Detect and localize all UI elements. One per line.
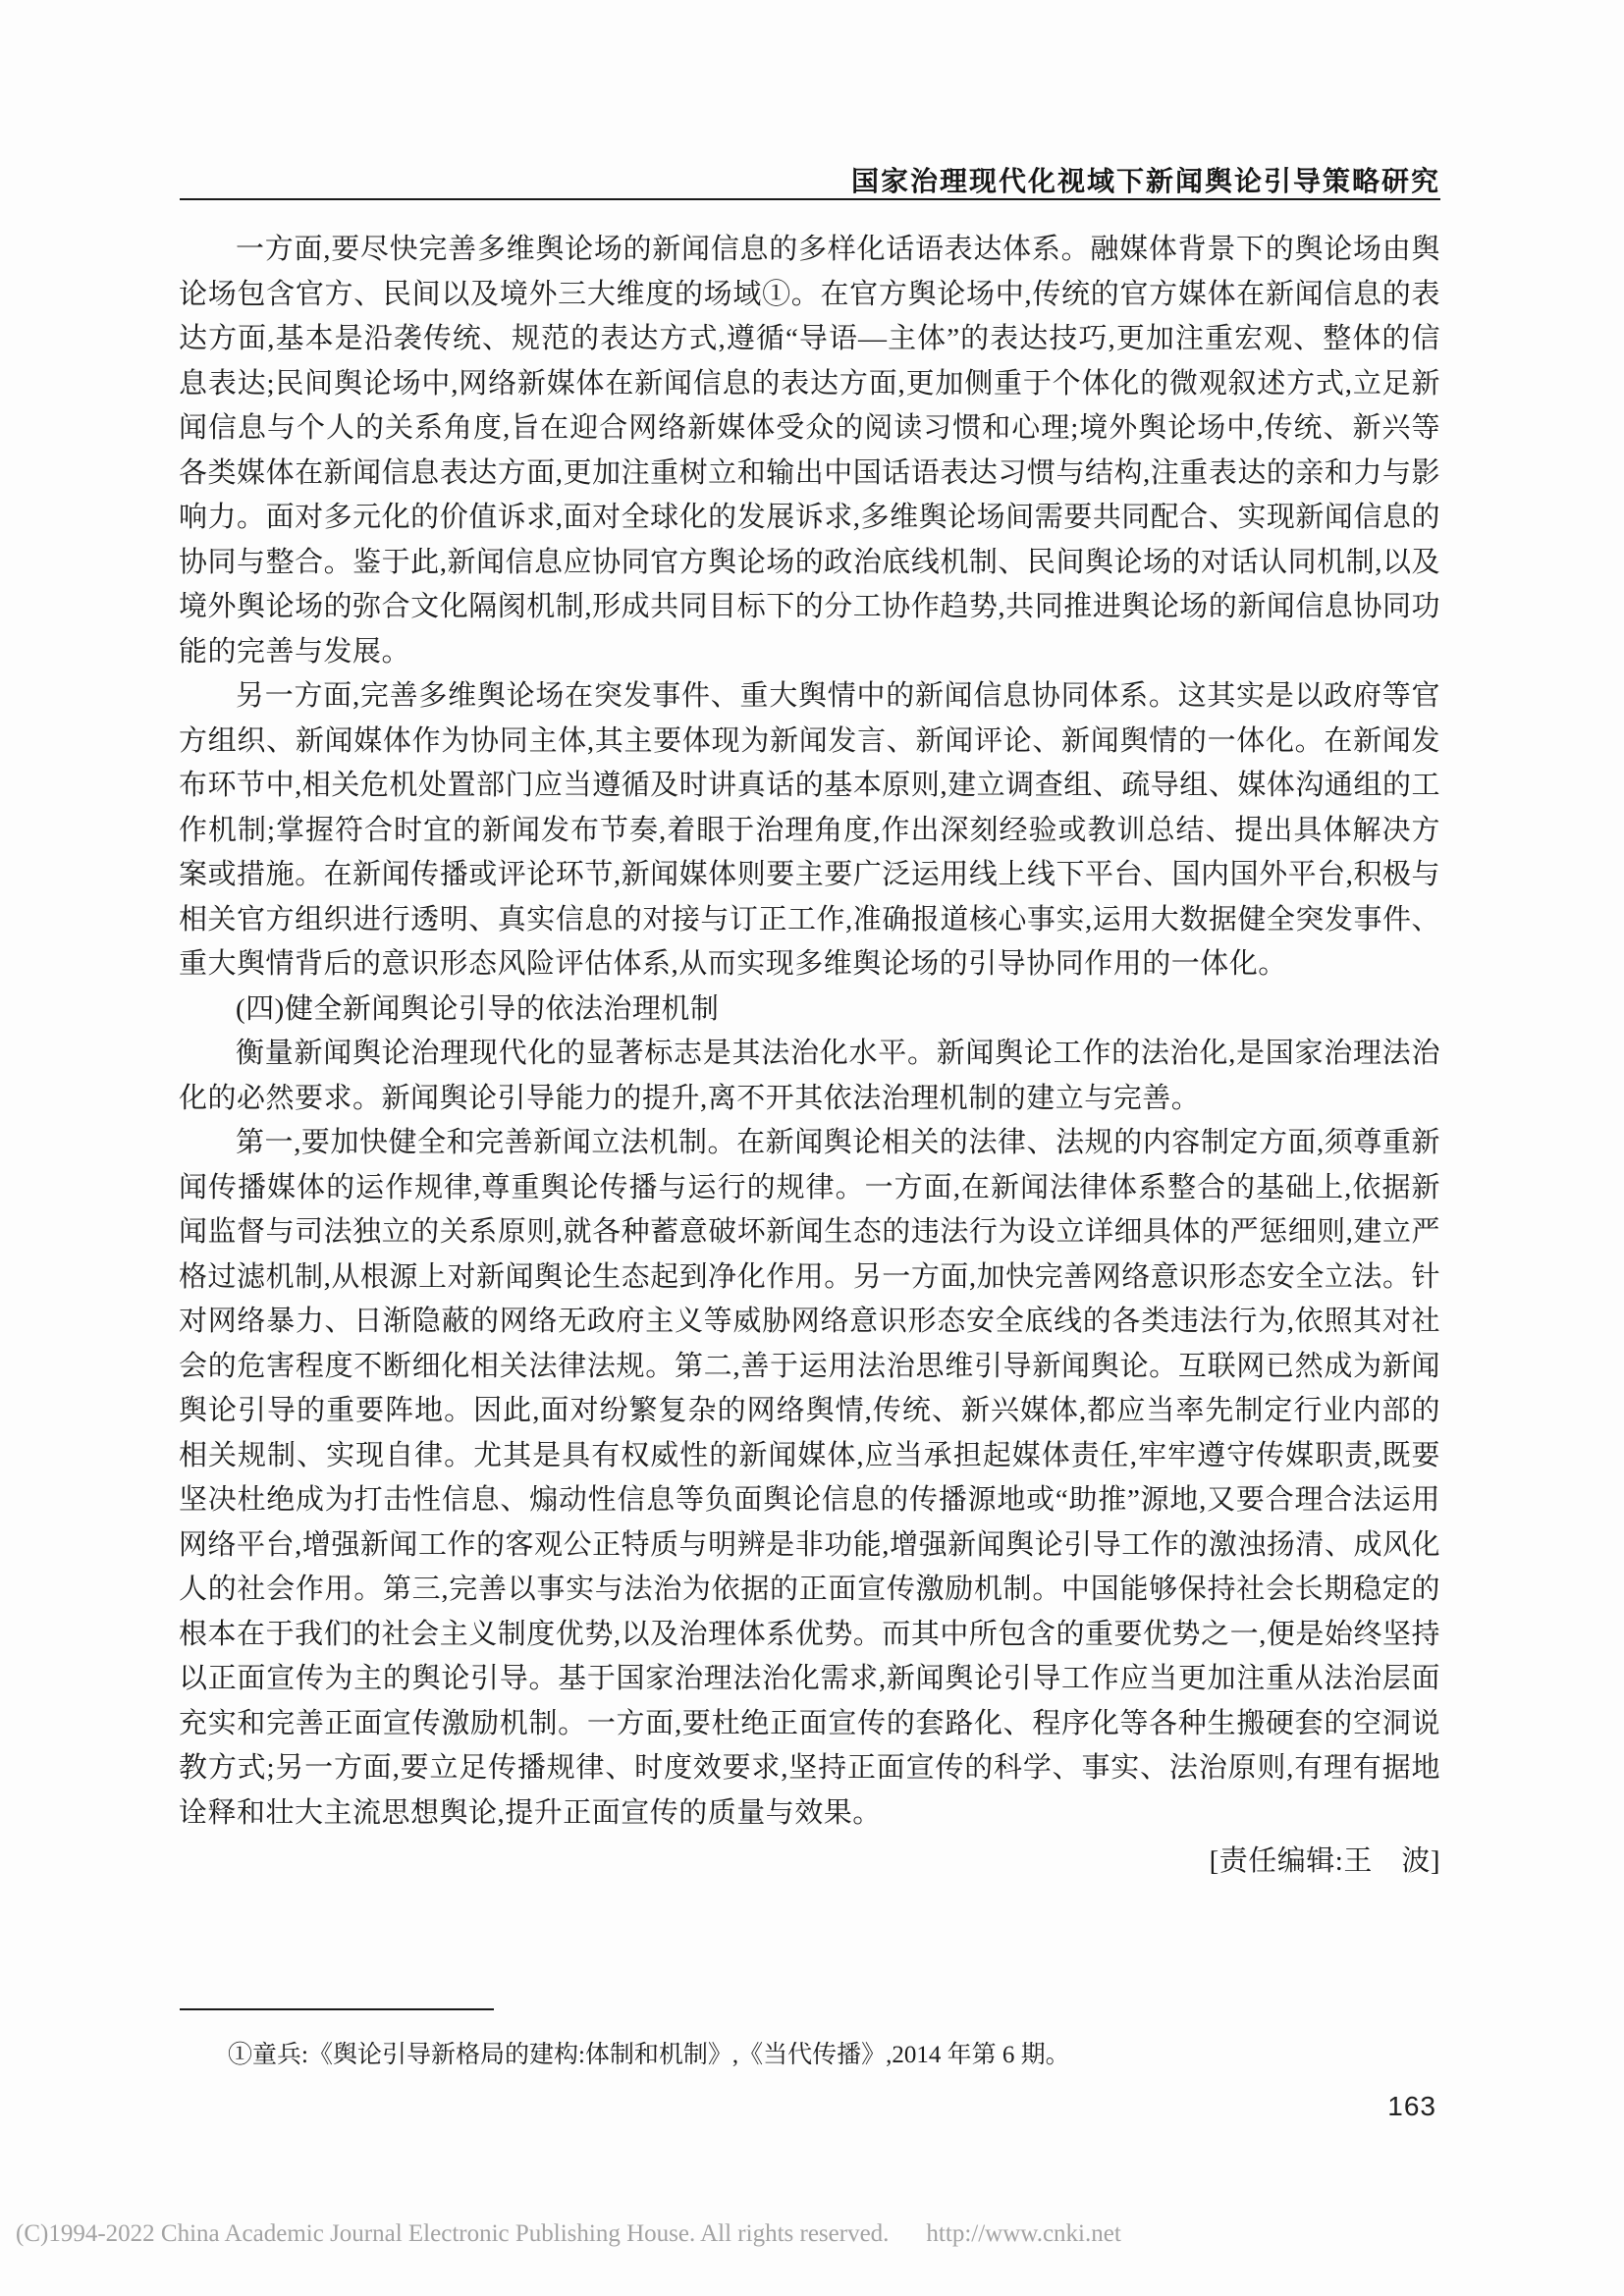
page-number: 163	[1387, 2091, 1436, 2121]
copyright-text: (C)1994-2022 China Academic Journal Electronic Publishing House. All rights reserved.	[16, 2220, 890, 2247]
editor-note: [责任编辑:王 波]	[1209, 1845, 1440, 1877]
article-body	[179, 228, 1440, 1885]
running-head-title: 国家治理现代化视域下新闻舆论引导策略研究	[850, 166, 1440, 196]
footnote-item	[179, 2036, 1440, 2075]
paragraph: 第一,要加快健全和完善新闻立法机制。在新闻舆论相关的法律、法规的内容制定方面,须尊重新闻传播媒体的运作规律,尊重舆论传播与运行的规律。一方面,在新闻法律体系整合的基础上,依据新闻监督与司法独立的关系原则,就各种蓄意破坏新闻生态的违法行为设立详细具体的严惩细则,建立严格过滤机制,从根源上对新闻舆论生态起到净化作用。另一方面,加快完善网络意识形态安全立法。针对网络暴力、日渐隐蔽的网络无政府主义等威胁网络意识形态安全底线的各类违法行为,依照其对社会的危害程度不断细化相关法律法规。第二,善于运用法治思维引导新闻舆论。互联网已然成为新闻舆论引导的重要阵地。因此,面对纷繁复杂的网络舆情,传统、新兴媒体,都应当率先制定行业内部的相关规制、实现自律。尤其是具有权威性的新闻媒体,应当承担起媒体责任,牢牢遵守传媒职责,既要坚决杜绝成为打击性信息、煽动性信息等负面舆论信息的传播源地或“助推”源地,又要合理合法运用网络平台,增强新闻工作的客观公正特质与明辨是非功能,增强新闻舆论引导工作的激浊扬清、成风化人的社会作用。第三,完善以事实与法治为依据的正面宣传激励机制。中国能够保持社会长期稳定的根本在于我们的社会主义制度优势,以及治理体系优势。而其中所包含的重要优势之一,便是始终坚持以正面宣传为主的舆论引导。基于国家治理法治化需求,新闻舆论引导工作应当更加注重从法治层面充实和完善正面宣传激励机制。一方面,要杜绝正面宣传的套路化、程序化等各种生搬硬套的空洞说教方式;另一方面,要立足传播规律、时度效要求,坚持正面宣传的科学、事实、法治原则,有理有据地诠释和壮大主流思想舆论,提升正面宣传的质量与效果。	[179, 1127, 1440, 1829]
scan-footer	[16, 2220, 1606, 2248]
paragraph: 一方面,要尽快完善多维舆论场的新闻信息的多样化话语表达体系。融媒体背景下的舆论场由舆论场包含官方、民间以及境外三大维度的场域①。在官方舆论场中,传统的官方媒体在新闻信息的表达方面,基本是沿袭传统、规范的表达方式,遵循“导语—主体”的表达技巧,更加注重宏观、整体的信息表达;民间舆论场中,网络新媒体在新闻信息的表达方面,更加侧重于个体化的微观叙述方式,立足新闻信息与个人的关系角度,旨在迎合网络新媒体受众的阅读习惯和心理;境外舆论场中,传统、新兴等各类媒体在新闻信息表达方面,更加注重树立和输出中国话语表达习惯与结构,注重表达的亲和力与影响力。面对多元化的价值诉求,面对全球化的发展诉求,多维舆论场间需要共同配合、实现新闻信息的协同与整合。鉴于此,新闻信息应协同官方舆论场的政治底线机制、民间舆论场的对话认同机制,以及境外舆论场的弥合文化隔阂机制,形成共同目标下的分工协作趋势,共同推进舆论场的新闻信息协同功能的完善与发展。	[179, 234, 1440, 667]
paragraph: 另一方面,完善多维舆论场在突发事件、重大舆情中的新闻信息协同体系。这其实是以政府等官方组织、新闻媒体作为协同主体,其主要体现为新闻发言、新闻评论、新闻舆情的一体化。在新闻发布环节中,相关危机处置部门应当遵循及时讲真话的基本原则,建立调查组、疏导组、媒体沟通组的工作机制;掌握符合时宜的新闻发布节奏,着眼于治理角度,作出深刻经验或教训总结、提出具体解决方案或措施。在新闻传播或评论环节,新闻媒体则要主要广泛运用线上线下平台、国内国外平台,积极与相关官方组织进行透明、真实信息的对接与订正工作,准确报道核心事实,运用大数据健全突发事件、重大舆情背后的意识形态风险评估体系,从而实现多维舆论场的引导协同作用的一体化。	[179, 680, 1440, 980]
footnote-text: 童兵:《舆论引导新格局的建构:体制和机制》,《当代传播》,2014 年第 6 期。	[252, 2042, 1070, 2068]
footnote-rule	[180, 2008, 494, 2010]
paragraph: 衡量新闻舆论治理现代化的显著标志是其法治化水平。新闻舆论工作的法治化,是国家治理法治化的必然要求。新闻舆论引导能力的提升,离不开其依法治理机制的建立与完善。	[179, 1038, 1440, 1114]
header-rule	[180, 198, 1440, 200]
footer-url-link[interactable]: http://www.cnki.net	[926, 2220, 1121, 2247]
section-subheading: (四)健全新闻舆论引导的依法治理机制	[236, 992, 720, 1025]
footnote-marker: ①	[228, 2042, 253, 2068]
